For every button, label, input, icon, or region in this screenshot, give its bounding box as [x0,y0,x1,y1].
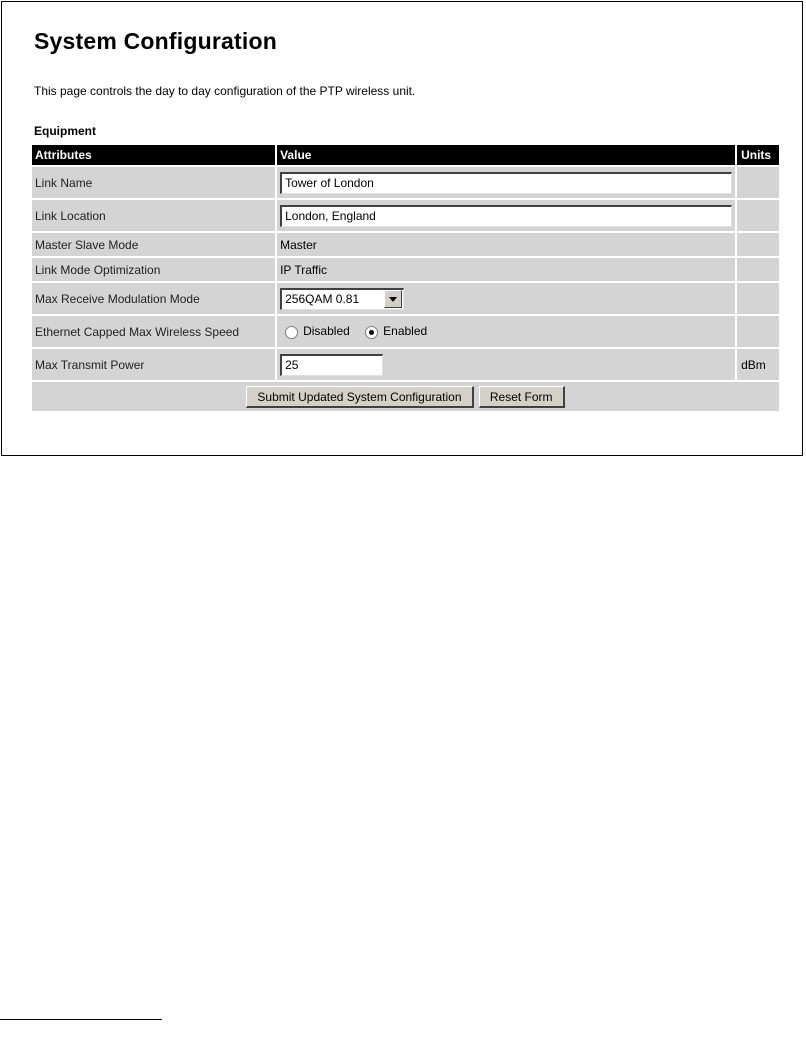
row-value-max-tx-power [277,349,737,382]
row-label-max-tx-power: Max Transmit Power [32,349,277,382]
row-label-master-slave: Master Slave Mode [32,233,277,258]
radio-disabled-label: Disabled [303,324,350,339]
equipment-table [32,145,779,413]
link-mode-value: IP Traffic [277,258,737,283]
row-value-eth-capped [277,316,737,349]
row-label-max-rx-mod: Max Receive Modulation Mode [32,283,277,316]
row-label-link-location: Link Location [32,200,277,233]
radio-disabled[interactable] [285,326,298,339]
header-attributes: Attributes [32,145,277,167]
config-panel [1,1,803,456]
header-value: Value [277,145,737,167]
table-row [32,200,779,233]
max-transmit-power-input[interactable] [280,354,383,376]
table-row [32,283,779,316]
row-value-link-location [277,200,737,233]
actions-cell [32,382,779,413]
page-description: This page controls the day to day configuration of the PTP wireless unit. [34,84,416,98]
radio-enabled-label: Enabled [383,324,428,339]
table-row-actions [32,382,779,413]
footnote-divider [0,1019,162,1020]
submit-button[interactable]: Submit Updated System Configuration [246,386,473,408]
table-row [32,233,779,258]
row-label-link-mode: Link Mode Optimization [32,258,277,283]
row-unit-master-slave [737,233,779,258]
row-unit-link-mode [737,258,779,283]
row-label-eth-capped: Ethernet Capped Max Wireless Speed [32,316,277,349]
radio-enabled[interactable] [365,326,378,339]
table-row [32,258,779,283]
row-value-link-name [277,167,737,200]
max-receive-modulation-select[interactable] [280,288,404,310]
row-value-max-rx-mod [277,283,737,316]
row-label-link-name: Link Name [32,167,277,200]
page-title: System Configuration [34,28,277,54]
row-unit-eth-capped [737,316,779,349]
row-unit-max-rx-mod [737,283,779,316]
table-row [32,316,779,349]
link-name-input[interactable] [280,172,732,194]
row-unit-link-name [737,167,779,200]
link-location-input[interactable] [280,205,732,227]
header-units: Units [737,145,779,167]
select-value: 256QAM 0.81 [285,292,360,306]
reset-button[interactable]: Reset Form [479,386,565,408]
chevron-down-icon[interactable] [384,290,402,308]
master-slave-value: Master [277,233,737,258]
max-transmit-power-unit: dBm [737,349,779,382]
row-unit-link-location [737,200,779,233]
table-row [32,349,779,382]
section-heading-equipment: Equipment [34,124,96,138]
table-row [32,167,779,200]
table-header-row [32,145,779,167]
